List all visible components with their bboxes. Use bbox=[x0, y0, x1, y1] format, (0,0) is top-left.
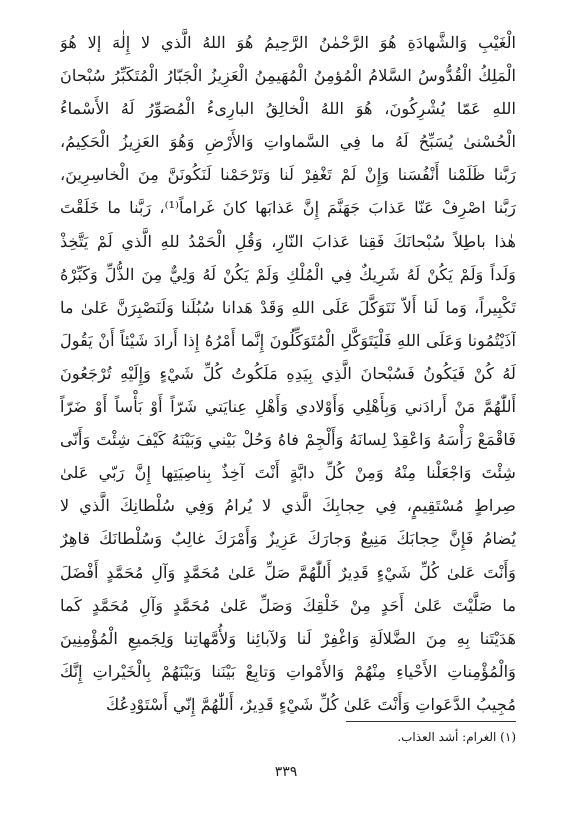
text-line: تَكْبِيراً، وَما لَنا أَلاّ نَتَوَكَّلَ عَلَى اللهِ وَقَدْ هَدانا سُبُلَنا وَلَنَصْبِرَنَّ عَلىٰ ما bbox=[60, 297, 516, 317]
text-line: رَبَّنا اصْرِفْ عَنّا عَذابَ جَهَنَّمَ إِنَّ عَذابَها كانَ غَراماً⁽¹⁾، رَبَّنا ما خَلَقْتَ bbox=[60, 198, 516, 218]
text-line: شِئْتَ وَاجْعَلْنا مِنْهُ وَمِنْ كُلِّ دابَّةٍ أَنْتَ آخِذٌ بِناصِيَتِها إِنَّ رَبّي عَلىٰ bbox=[60, 463, 516, 483]
text-line: اللهِ عَمّا يُشْرِكُونَ، هُوَ اللهُ الْخالِقُ البارِىءُ الْمُصَوِّرُ لَهُ الأَسْماءُ bbox=[60, 99, 516, 119]
text-line: آذَيْتُمُونا وَعَلَى اللهِ فَلْيَتَوَكَّلِ الْمُتَوَكِّلُونَ إِنَّما أَمْرُهُ إِذا أَرادَ شَيْئاً أَنْ يَقُولَ bbox=[60, 330, 516, 350]
text-line: فَاقْمَعْ رَأْسَهُ وَاعْقِدْ لِسانَهُ وَأَلْجِمْ فاهُ وَحُلْ بَيْني وَبَيْنَهُ كَيْفَ شِئْتَ وَأَنّى bbox=[60, 430, 516, 450]
text-line: الْمَلِكُ الْقُدُّوسُ السَّلامُ الْمُؤمِنُ الْمُهَيمِنُ الْعَزِيزُ الْجَبّارُ الْمُتَكَبِّرُ سُبْحانَ bbox=[60, 66, 516, 86]
footnote-separator bbox=[346, 721, 516, 722]
body-text bbox=[60, 26, 516, 721]
text-line: هٰذا باطِلاً سُبْحانَكَ فَقِنا عَذابَ النّارِ، وَقُلِ الْحَمْدُ للهِ الَّذي لَمْ يَتَّخِذْ bbox=[60, 231, 516, 251]
footnote: (١) الغرام: أشد العذاب. bbox=[397, 730, 516, 744]
text-line: وَلَداً وَلَمْ يَكُنْ لَهُ شَرِيكٌ فِي الْمُلْكِ وَلَمْ يَكُنْ لَهُ وَلِيٌّ مِنَ الذُّلِّ وَكَبِّرْهُ bbox=[60, 264, 516, 284]
text-line: رَبَّنا ظَلَمْنا أَنْفُسَنا وَإِنْ لَمْ تَغْفِرْ لَنا وَتَرْحَمْنا لَنَكُونَنَّ مِنَ الْخاسِرِينَ، bbox=[60, 165, 516, 185]
text-line: الْحُسْنىٰ يُسَبِّحُ لَهُ ما فِي السَّماواتِ وَالأَرْضِ وَهُوَ العَزِيزُ الْحَكِيمُ، bbox=[60, 132, 516, 152]
page-number: ٣٣٩ bbox=[274, 764, 298, 780]
text-line: أَللّٰهُمَّ مَنْ أَرادَني وَبِأَهْلِي وَأَوْلادي وَأَهْلِ عِنايَتي شَرّاً أَوْ بَأْساً أَوْ ضَرّاً bbox=[60, 397, 516, 417]
text-line: ما صَلَّيْتَ عَلىٰ أَحَدٍ مِنْ خَلْقِكَ وَصَلِّ عَلىٰ مُحَمَّدٍ وَآلِ مُحَمَّدٍ كَما bbox=[60, 595, 516, 615]
text-line: صِراطٍ مُسْتَقِيمٍ، فِي حِجابِكَ الَّذي لا يُرامُ وَفِي سُلْطانِكَ الَّذي لا bbox=[60, 496, 516, 516]
text-line: هَدَيْتَنا بِهِ مِنَ الضَّلالَةِ وَاغْفِرْ لَنا وَلآبائِنا وَلأُمَّهاتِنا وَلِجَميعِ الْمُؤْمِنِينَ bbox=[60, 628, 516, 648]
text-line: وَالْمُؤْمِناتِ الأَحْياءِ مِنْهُمْ وَالأَمْواتِ وَتابِعْ بَيْنَنا وَبَيْنَهُمْ بِالْخَيْراتِ إِنَّكَ bbox=[60, 661, 516, 681]
text-line: يُضامُ فَإِنَّ حِجابَكَ مَنِيعٌ وَجارَكَ عَزِيزٌ وَأَمْرَكَ غالِبٌ وَسُلْطانَكَ قاهِرٌ bbox=[60, 529, 516, 549]
text-line: مُجِيبُ الدَّعَواتِ وَأَنْتَ عَلىٰ كُلِّ شَيْءٍ قَدِيرٌ، أَللّٰهُمَّ إِنّي أَسْتَوْدِعُكَ bbox=[106, 694, 516, 714]
text-line: لَهُ كُنْ فَيَكُونُ فَسُبْحانَ الَّذِي بِيَدِهِ مَلَكُوتُ كُلِّ شَيْءٍ وَإِلَيْهِ تُرْجَعُونَ bbox=[60, 363, 516, 383]
text-line: وَأَنْتَ عَلىٰ كُلِّ شَيْءٍ قَدِيرٌ أَللّٰهُمَّ صَلِّ عَلىٰ مُحَمَّدٍ وَآلِ مُحَمَّدٍ أَفْضَلَ bbox=[60, 562, 516, 582]
text-line: الْغَيْبِ وَالشَّهادَةِ هُوَ الرَّحْمٰنُ الرَّحِيمُ هُوَ اللهُ الَّذي لا إِلٰهَ إلا هُوَ bbox=[60, 33, 516, 52]
